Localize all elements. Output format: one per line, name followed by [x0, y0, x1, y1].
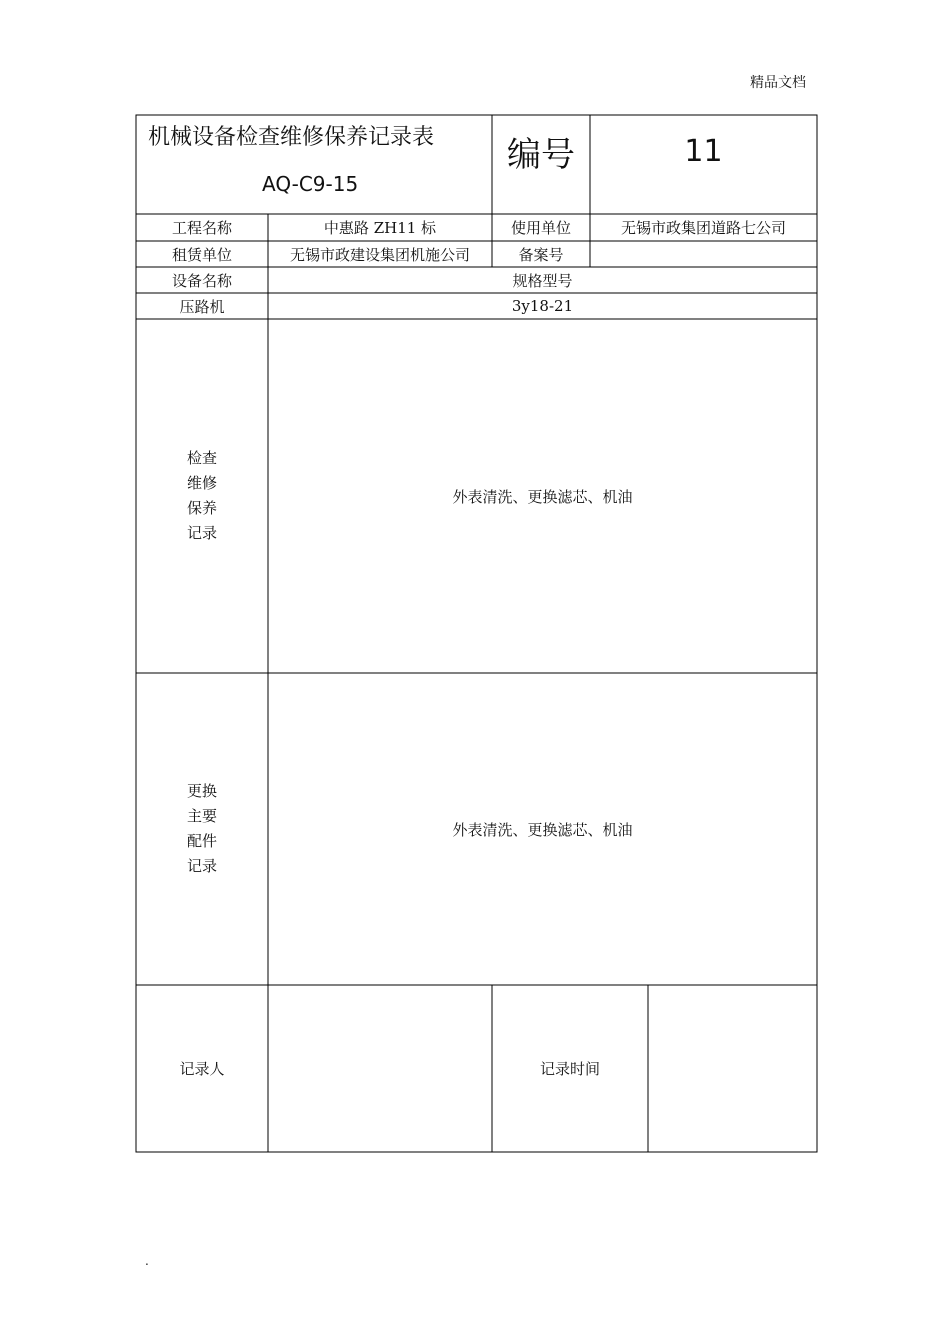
form-title: 机械设备检查维修保养记录表 [148, 125, 435, 150]
parts-content: 外表清洗、更换滤芯、机油 [452, 820, 633, 839]
user-unit-value: 无锡市政集团道路七公司 [620, 219, 786, 237]
inspection-label-line: 记录 [186, 524, 217, 542]
footer-mark: . [145, 1254, 149, 1268]
project-name-label: 工程名称 [171, 219, 232, 237]
record-time-label: 记录时间 [539, 1060, 600, 1078]
spec-model-value: 3y18-21 [511, 297, 574, 315]
lessor-value: 无锡市政建设集团机施公司 [289, 245, 470, 264]
parts-label-line: 记录 [186, 857, 217, 875]
equipment-name-value: 压路机 [179, 297, 225, 316]
parts-label-line: 配件 [186, 832, 217, 850]
inspection-label-line: 保养 [186, 499, 217, 517]
inspection-label [136, 319, 268, 673]
record-no-label: 备案号 [518, 245, 564, 264]
page-header-note: 精品文档 [750, 75, 806, 91]
user-unit-label: 使用单位 [510, 219, 571, 237]
record-time-value [648, 985, 817, 1152]
form-code: AQ-C9-15 [262, 172, 359, 196]
number-label: 编号 [507, 134, 575, 175]
lessor-label: 租赁单位 [171, 245, 232, 264]
parts-label [136, 673, 268, 985]
inspection-label-line: 检查 [186, 449, 217, 467]
spec-model-label: 规格型号 [512, 271, 573, 290]
project-name-value: 中惠路 ZH11 标 [323, 219, 437, 237]
inspection-content: 外表清洗、更换滤芯、机油 [452, 487, 633, 506]
equipment-name-label: 设备名称 [171, 271, 232, 290]
parts-label-line: 更换 [186, 782, 217, 800]
record-no-value [590, 241, 817, 267]
number-value: 11 [684, 133, 723, 169]
recorder-value [268, 985, 492, 1152]
recorder-label: 记录人 [179, 1060, 225, 1078]
parts-label-line: 主要 [186, 807, 217, 825]
inspection-label-line: 维修 [186, 474, 217, 492]
